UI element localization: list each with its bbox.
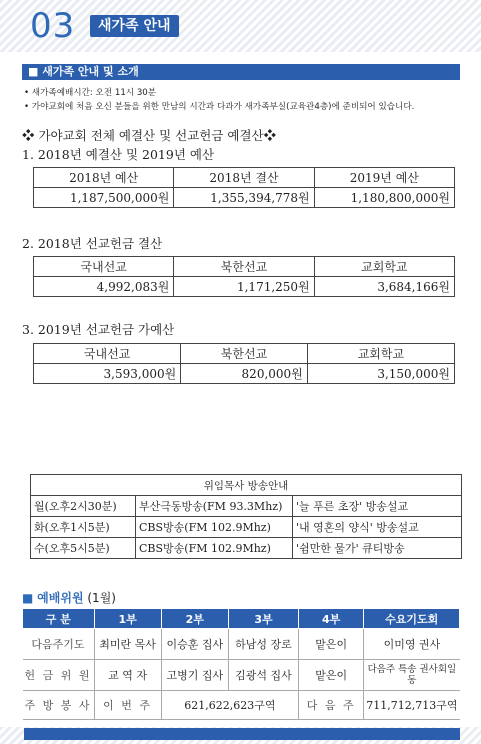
- table-header: 구 분: [23, 609, 95, 629]
- table-header: 1부: [94, 609, 161, 629]
- next-week-label: 다 음 주: [299, 691, 364, 720]
- table-header: 국내선교: [34, 257, 174, 277]
- table-cell: 1,187,500,000원: [34, 188, 174, 208]
- table-row: [31, 517, 462, 538]
- budget-heading: ❖ 가야교회 전체 예결산 및 선교헌금 예결산❖: [22, 128, 277, 143]
- table-header: 북한선교: [181, 344, 308, 364]
- broadcast-time: 월(오후2시30분): [31, 496, 136, 517]
- broadcast-station: CBS방송(FM 102.9Mhz): [136, 538, 293, 559]
- budget-table-2: [33, 256, 455, 297]
- table-row: [23, 660, 460, 691]
- broadcast-station: CBS방송(FM 102.9Mhz): [136, 517, 293, 538]
- chapter-number: 03: [30, 6, 76, 46]
- table-header: 3부: [228, 609, 298, 629]
- broadcast-program: '내 영혼의 양식' 방송설교: [293, 517, 462, 538]
- this-week-value: 621,622,623구역: [161, 691, 298, 720]
- footer-bar: [24, 728, 460, 740]
- budget-table-1: [33, 167, 455, 208]
- table-header: 국내선교: [34, 344, 181, 364]
- budget-s3-title: 3. 2019년 선교헌금 가예산: [22, 322, 175, 337]
- budget-s1-title: 1. 2018년 예결산 및 2019년 예산: [22, 147, 215, 162]
- broadcast-title: 위임목사 방송안내: [31, 475, 462, 496]
- square-bullet-icon: ■: [22, 591, 34, 605]
- broadcast-time: 화(오후1시5분): [31, 517, 136, 538]
- table-cell: 최미란 목사: [94, 629, 161, 660]
- table-row: [23, 629, 460, 660]
- broadcast-program: '쉼만한 물가' 큐티방송: [293, 538, 462, 559]
- table-cell: 3,684,166원: [314, 277, 454, 297]
- table-header: 2019년 예산: [314, 168, 454, 188]
- worship-heading: [22, 589, 116, 606]
- info-line-2: • 가야교회에 처음 오신 분들을 위한 만남의 시간과 다과가 새가족부실(교육관4층)에 준비되어 있습니다.: [24, 102, 415, 112]
- broadcast-station: 부산극동방송(FM 93.3Mhz): [136, 496, 293, 517]
- table-cell: 고병기 집사: [161, 660, 228, 691]
- table-row: [23, 691, 460, 720]
- table-cell: 맡은이: [299, 660, 364, 691]
- table-cell: 하남성 장로: [228, 629, 298, 660]
- section-heading: ■ 새가족 안내 및 소개: [22, 64, 460, 80]
- budget-s2-title: 2. 2018년 선교헌금 결산: [22, 236, 163, 251]
- table-cell: 교 역 자: [94, 660, 161, 691]
- worship-month: (1월): [87, 591, 116, 605]
- table-header: 교회학교: [314, 257, 454, 277]
- table-cell: 820,000원: [181, 364, 308, 384]
- table-cell: 맡은이: [299, 629, 364, 660]
- broadcast-table: [30, 474, 462, 559]
- table-header: 수요기도회: [364, 609, 460, 629]
- table-row: [31, 496, 462, 517]
- table-cell: 이승훈 집사: [161, 629, 228, 660]
- table-cell: 1,180,800,000원: [314, 188, 454, 208]
- row-label: 주 방 봉 사: [23, 691, 95, 720]
- table-header: 2018년 예산: [34, 168, 174, 188]
- table-cell: 3,150,000원: [307, 364, 454, 384]
- row-label: 헌 금 위 원: [23, 660, 95, 691]
- table-cell: 다음주 특송 권사회일동: [364, 660, 460, 691]
- table-cell: 1,355,394,778원: [174, 188, 314, 208]
- table-header: 2018년 결산: [174, 168, 314, 188]
- table-cell: 이미영 권사: [364, 629, 460, 660]
- table-header: 북한선교: [174, 257, 314, 277]
- next-week-value: 711,712,713구역: [364, 691, 460, 720]
- row-label: 다음주기도: [23, 629, 95, 660]
- worship-label: 예배위원: [37, 591, 84, 605]
- table-header: 교회학교: [307, 344, 454, 364]
- table-row: [31, 538, 462, 559]
- table-cell: 김광석 집사: [228, 660, 298, 691]
- page-title: 새가족 안내: [90, 15, 179, 37]
- broadcast-program: '늘 푸른 초장' 방송설교: [293, 496, 462, 517]
- this-week-label: 이 번 주: [94, 691, 161, 720]
- broadcast-time: 수(오후5시5분): [31, 538, 136, 559]
- table-header: 2부: [161, 609, 228, 629]
- worship-table: [22, 608, 460, 720]
- table-cell: 4,992,083원: [34, 277, 174, 297]
- table-header: 4부: [299, 609, 364, 629]
- info-line-1: • 새가족예배시간: 오전 11시 30분: [24, 88, 157, 98]
- table-cell: 1,171,250원: [174, 277, 314, 297]
- table-cell: 3,593,000원: [34, 364, 181, 384]
- budget-table-3: [33, 343, 455, 384]
